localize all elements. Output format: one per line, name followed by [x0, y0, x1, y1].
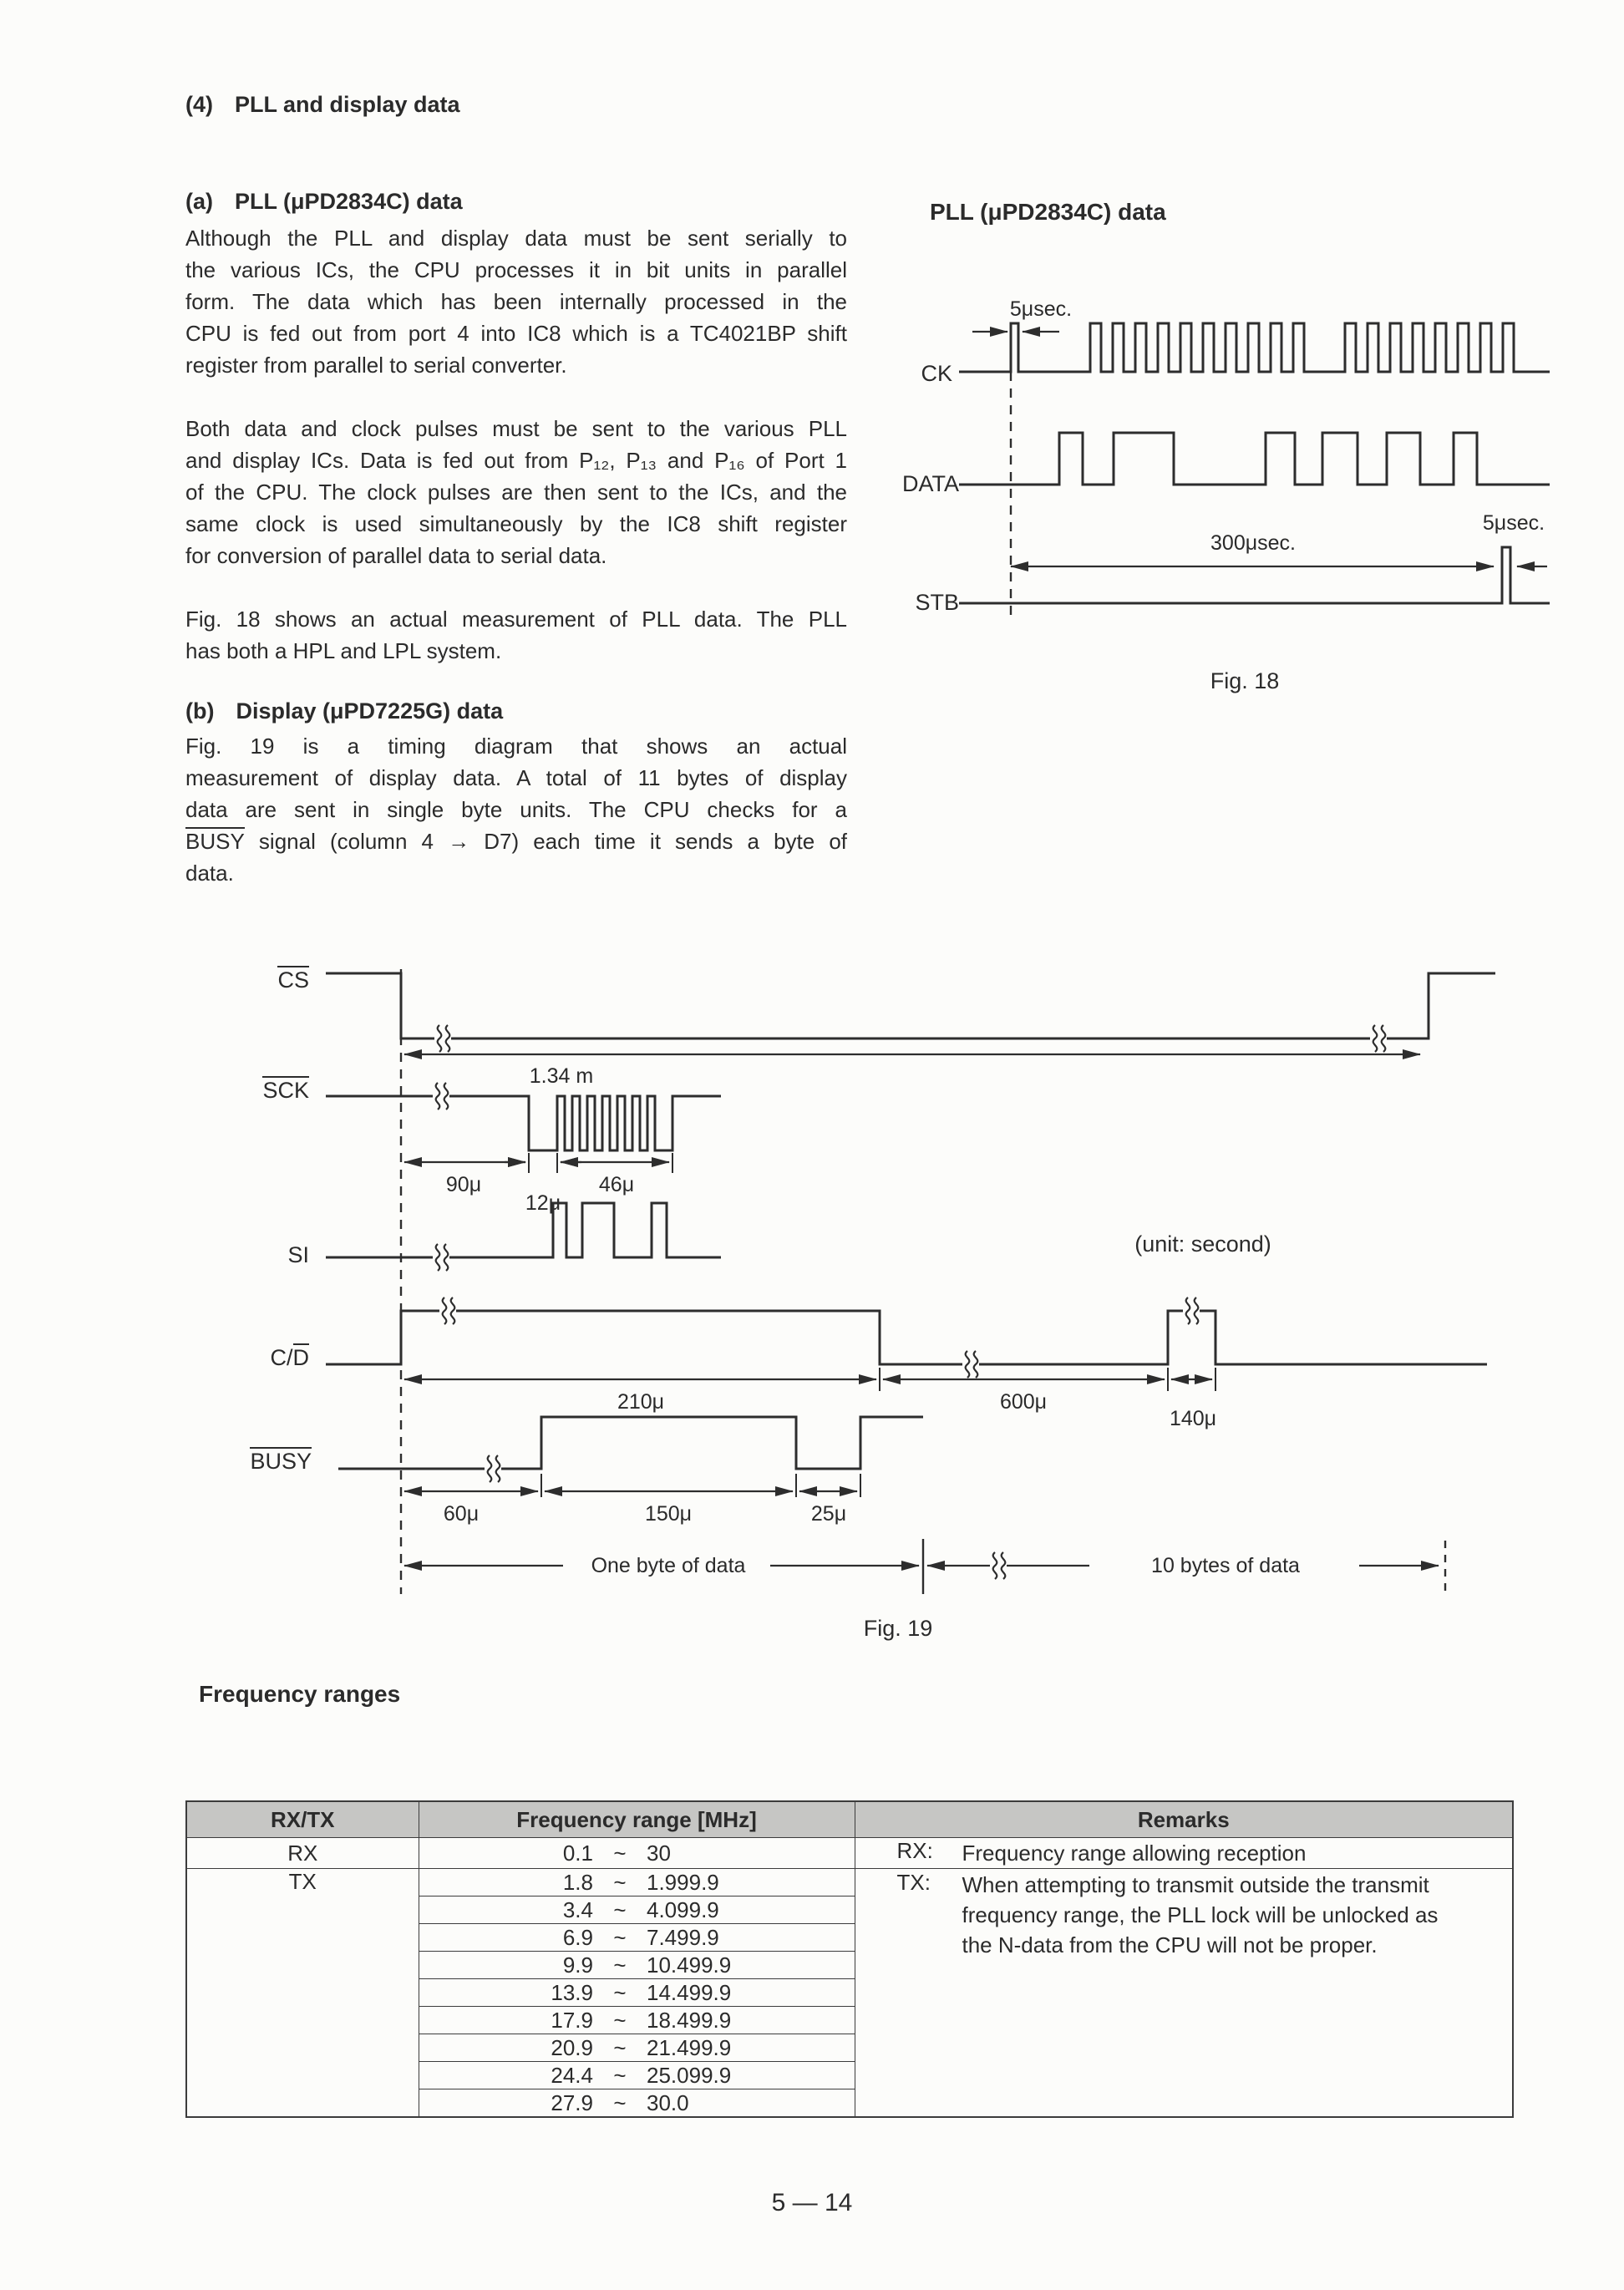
- col-header-rxtx: RX/TX: [186, 1801, 419, 1838]
- one-byte-label: One byte of data: [591, 1554, 746, 1577]
- break-symbol: [1183, 1297, 1200, 1324]
- range-from: 27.9: [551, 2089, 593, 2115]
- remark-text: Frequency range allowing reception: [962, 1841, 1307, 1866]
- range-tilde: ~: [613, 1869, 627, 1895]
- range-to: 18.499.9: [647, 2007, 732, 2033]
- range-tilde: ~: [613, 1924, 627, 1950]
- fig18-caption: Fig. 18: [1210, 668, 1280, 693]
- range-tilde: ~: [613, 2089, 627, 2115]
- text-line: Both data and clock pulses must be sent to the various PLL: [185, 416, 847, 441]
- tx-range-cell: [419, 1924, 855, 1952]
- remark-label: TX:: [896, 1870, 931, 1895]
- tx-range-cell: [419, 2034, 855, 2062]
- fig18-stb-label: STB: [915, 590, 959, 615]
- sub-a-number: (a): [185, 189, 213, 214]
- paragraph-b1: [185, 730, 847, 889]
- fig19-caption: Fig. 19: [863, 1616, 933, 1641]
- fig18-title: PLL (μPD2834C) data: [930, 199, 1166, 225]
- range-from: 1.8: [562, 1869, 593, 1895]
- paragraph-a1: [185, 222, 847, 381]
- remark-line: frequency range, the PLL lock will be unlocked as: [962, 1902, 1439, 1927]
- tx-range-cell: [419, 2089, 855, 2118]
- range-from: 6.9: [562, 1924, 593, 1950]
- text-line: data are sent in single byte units. The CPU checks for a: [185, 797, 847, 822]
- text-line: Although the PLL and display data must be sent serially to: [185, 226, 847, 251]
- tx-mode-cell: TX: [186, 1869, 419, 2118]
- fig19-150u-label: 150μ: [644, 1502, 693, 1526]
- range-from: 0.1: [562, 1840, 593, 1866]
- range-to: 14.499.9: [647, 1979, 732, 2005]
- tx-range-cell: [419, 2007, 855, 2034]
- data-waveform: [959, 433, 1550, 485]
- cd-d-overlined: D: [292, 1345, 309, 1370]
- break-symbol: [439, 1297, 456, 1324]
- busy-line-rest: signal (column 4 → D7) each time it sends a byte of: [244, 829, 847, 854]
- tx-range-cell: [419, 1952, 855, 1979]
- fig19-si-label: SI: [287, 1242, 309, 1267]
- range-to: 4.099.9: [647, 1896, 719, 1922]
- busy-overlined-word: BUSY: [185, 829, 245, 854]
- sub-a-title: PLL (μPD2834C) data: [235, 189, 463, 214]
- fig18-5usec-left-label: 5μsec.: [1009, 297, 1073, 321]
- cs-waveform: [326, 973, 1495, 1038]
- text-line: of the CPU. The clock pulses are then sent to the ICs, and the: [185, 480, 847, 505]
- text-line: the various ICs, the CPU processes it in bit units in parallel: [185, 257, 847, 282]
- remark-line: the N-data from the CPU will not be proper.: [962, 1932, 1378, 1957]
- fig18-ck-label: CK: [921, 361, 952, 386]
- range-tilde: ~: [613, 2062, 627, 2088]
- cs-overlined: CS: [277, 967, 309, 993]
- text-line: register from parallel to serial converter.: [185, 353, 567, 378]
- si-waveform: [326, 1203, 721, 1257]
- section-heading: [185, 92, 460, 118]
- page-number: 5 — 14: [771, 2189, 853, 2216]
- table-header-row: [186, 1801, 1513, 1838]
- text-line: measurement of display data. A total of 11 bytes of display: [185, 765, 847, 790]
- sub-b-number: (b): [185, 698, 215, 724]
- text-line: for conversion of parallel data to serial data.: [185, 543, 607, 568]
- fig18-timing-diagram: [886, 192, 1624, 693]
- range-tilde: ~: [613, 1979, 627, 2005]
- range-to: 21.499.9: [647, 2034, 732, 2060]
- sub-a-heading: [185, 189, 463, 215]
- range-from: 3.4: [562, 1896, 593, 1922]
- remark-label: RX:: [896, 1838, 933, 1863]
- break-symbol: [1370, 1025, 1387, 1052]
- tx-range-cell: [419, 1979, 855, 2007]
- range-to: 1.999.9: [647, 1869, 719, 1895]
- text-line: same clock is used simultaneously by the IC8 shift register: [185, 511, 847, 536]
- break-symbol: [433, 1083, 449, 1109]
- fig19-90u-label: 90μ: [445, 1173, 482, 1196]
- sck-waveform: [326, 1096, 721, 1150]
- rx-mode-cell: RX: [186, 1838, 419, 1869]
- range-to: 25.099.9: [647, 2062, 732, 2088]
- fig19-46u-label: 46μ: [598, 1173, 635, 1196]
- tx-remark-cell: [855, 1869, 1513, 2118]
- col-header-range: Frequency range [MHz]: [419, 1801, 855, 1838]
- text-line: and display ICs. Data is fed out from P₁₂, P₁₃ and P₁₆ of Port 1: [185, 448, 847, 473]
- range-tilde: ~: [613, 2034, 627, 2060]
- ck-waveform: [959, 323, 1550, 372]
- rx-range-cell: [419, 1838, 855, 1869]
- break-symbol: [485, 1455, 501, 1482]
- break-symbol: [962, 1351, 979, 1378]
- text-line: Fig. 19 is a timing diagram that shows an actual: [185, 734, 847, 759]
- break-symbol: [990, 1552, 1007, 1579]
- range-from: 24.4: [551, 2062, 593, 2088]
- range-from: 20.9: [551, 2034, 593, 2060]
- paragraph-a2: [185, 413, 847, 571]
- break-symbol: [434, 1025, 451, 1052]
- sub-b-heading: [185, 698, 503, 724]
- text-line: form. The data which has been internally processed in the: [185, 289, 847, 314]
- tx-range-cell: [419, 1896, 855, 1924]
- busy-waveform: [338, 1417, 923, 1469]
- paragraph-a3: [185, 603, 847, 667]
- fig19-210u-label: 210μ: [617, 1390, 665, 1414]
- section-title: PLL and display data: [235, 92, 460, 117]
- range-tilde: ~: [613, 1952, 627, 1978]
- text-line: Fig. 18 shows an actual measurement of PLL data. The PLL: [185, 607, 847, 632]
- fig18-5usec-right-label: 5μsec.: [1482, 511, 1545, 535]
- text-line-busy: [185, 825, 847, 857]
- range-tilde: ~: [613, 1896, 627, 1922]
- stb-waveform: [959, 547, 1550, 603]
- tx-range-cell: [419, 1869, 855, 1896]
- fig19-60u-label: 60μ: [443, 1502, 480, 1526]
- section-number: (4): [185, 92, 213, 117]
- fig19-600u-label: 600μ: [999, 1390, 1048, 1414]
- fig18-data-label: DATA: [901, 471, 959, 496]
- range-to: 30.0: [647, 2089, 689, 2115]
- range-to: 10.499.9: [647, 1952, 732, 1978]
- range-from: 13.9: [551, 1979, 593, 2005]
- freq-table-heading: Frequency ranges: [199, 1681, 401, 1707]
- range-tilde: ~: [613, 2007, 627, 2033]
- range-tilde: ~: [613, 1840, 627, 1866]
- busy-overlined: BUSY: [250, 1449, 312, 1474]
- cd-prefix: C/: [270, 1345, 293, 1370]
- table-row: [186, 1869, 1513, 1896]
- range-to: 30: [647, 1840, 671, 1866]
- remark-text-block: [962, 1870, 1439, 1960]
- text-line: CPU is fed out from port 4 into IC8 which is a TC4021BP shift: [185, 321, 847, 346]
- fig19-134m-label: 1.34 m: [529, 1064, 594, 1088]
- fig19-timing-diagram: [185, 944, 1624, 1629]
- break-symbol: [433, 1244, 449, 1271]
- text-line: data.: [185, 861, 234, 886]
- tx-range-cell: [419, 2062, 855, 2089]
- sck-overlined: SCK: [262, 1078, 309, 1103]
- fig19-12u-label: 12μ: [525, 1191, 561, 1215]
- fig18-300usec-label: 300μsec.: [1210, 531, 1296, 555]
- remark-line: When attempting to transmit outside the transmit: [962, 1872, 1429, 1897]
- fig19-25u-label: 25μ: [810, 1502, 847, 1526]
- ten-bytes-label: 10 bytes of data: [1151, 1554, 1300, 1577]
- range-from: 17.9: [551, 2007, 593, 2033]
- cd-waveform: [326, 1311, 1487, 1364]
- range-to: 7.499.9: [647, 1924, 719, 1950]
- frequency-table: [185, 1800, 1514, 2118]
- text-line: has both a HPL and LPL system.: [185, 638, 502, 663]
- sub-b-title: Display (μPD7225G) data: [236, 698, 504, 724]
- table-row-rx: [186, 1838, 1513, 1869]
- fig19-unit-note: (unit: second): [1134, 1231, 1271, 1257]
- range-from: 9.9: [562, 1952, 593, 1978]
- fig19-140u-label: 140μ: [1169, 1407, 1217, 1430]
- rx-remark-cell: [855, 1838, 1513, 1869]
- col-header-remarks: Remarks: [855, 1801, 1513, 1838]
